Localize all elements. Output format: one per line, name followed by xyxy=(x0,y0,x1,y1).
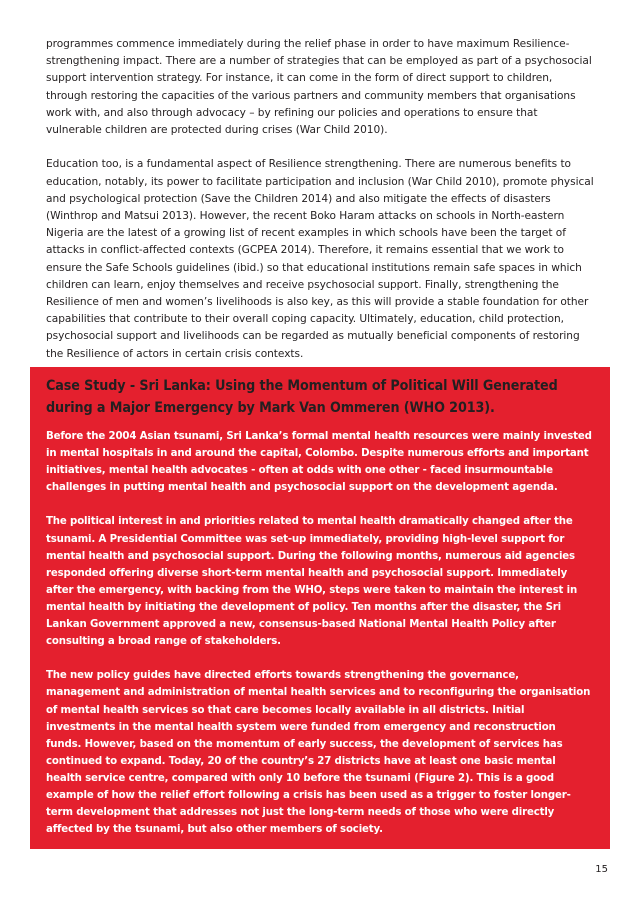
case-study-paragraph-2: The political interest in and priorities related to mental health dramatically changed after the tsunami. A Presidential Committee was set-up immediately, providing high-level support for mental health and psychosocial support. During the following months, numerous aid agencies responded offering diverse short-term mental health and psychosocial support. Immediately after the emergency, with backing from the WHO, steps were taken to maintain the interest in mental health by initiating the development of policy. Ten months after the disaster, the Sri Lankan Government approved a new, consensus-based National Mental Health Policy after consulting a broad range of stakeholders. xyxy=(46,516,578,648)
body-paragraph-2: Education too, is a fundamental aspect of Resilience strengthening. There are numerous benefits to education, notably, its power to facilitate participation and inclusion (War Child 2010), promote physical and psychological protection (Save the Children 2014) and also mitigate the effects of disasters (Winthrop and Matsui 2013). However, the recent Boko Haram attacks on schools in North-eastern Nigeria are the latest of a growing list of recent examples in which schools have been the target of attacks in conflict-affected contexts (GCPEA 2014). Therefore, it remains essential that we work to ensure the Safe Schools guidelines (ibid.) so that educational institutions remain safe spaces in which children can learn, enjoy themselves and receive psychosocial support. Finally, strengthening the Resilience of men and women’s livelihoods is also key, as this will provide a stable foundation for other capabilities that contribute to their overall coping capacity. Ultimately, education, child protection, psychosocial support and livelihoods can be regarded as mutually beneficial components of restoring the Resilience of actors in certain crisis contexts. xyxy=(46,158,594,360)
body-text xyxy=(46,36,594,380)
case-study-paragraph-3: The new policy guides have directed efforts towards strengthening the governance, management and administration of mental health services and to reconfiguring the organisation of mental health services so that care becomes locally available in all districts. Initial investments in the mental health system were funded from emergency and reconstruction funds. However, based on the momentum of early success, the development of services has continued to expand. Today, 20 of the country’s 27 districts have at least one basic mental health service centre, compared with only 10 before the tsunami (Figure 2). This is a good example of how the relief effort following a crisis has been used as a trigger to foster longer-term development that addresses not just the long-term needs of those who were directly affected by the tsunami, but also other members of society. xyxy=(46,670,591,836)
page-number: 15 xyxy=(595,864,608,875)
case-study-body xyxy=(46,428,594,838)
case-study-box xyxy=(30,367,610,849)
case-study-paragraph-1: Before the 2004 Asian tsunami, Sri Lanka’s formal mental health resources were mainly invested in mental hospitals in and around the capital, Colombo. Despite numerous efforts and important initiatives, mental health advocates - often at odds with one other - faced insurmountable challenges in putting mental health and psychosocial support on the development agenda. xyxy=(46,431,592,494)
case-study-title: Case Study - Sri Lanka: Using the Momentum of Political Will Generated during a Major Emergency by Mark Van Ommeren (WHO 2013). xyxy=(46,378,558,416)
body-paragraph-1: programmes commence immediately during the relief phase in order to have maximum Resilience-strengthening impact. There are a number of strategies that can be employed as part of a psychosocial support intervention strategy. For instance, it can come in the form of direct support to children, through restoring the capacities of the various partners and community members that organisations work with, and also through advocacy – by refining our policies and operations to ensure that vulnerable children are protected during crises (War Child 2010). xyxy=(46,38,592,137)
